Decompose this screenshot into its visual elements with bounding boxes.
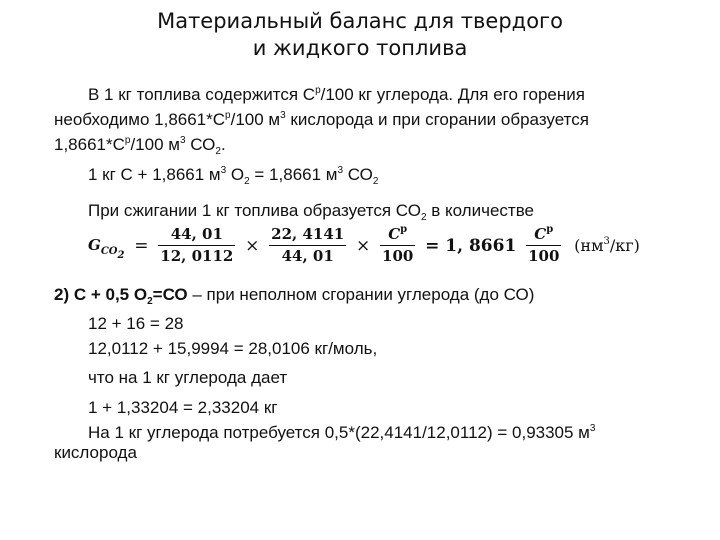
- combustion-line: При сжигании 1 кг топлива образуется $СО_2$ в количестве: [88, 201, 534, 223]
- fraction-4: $\frac{C^р}{100}$: [528, 224, 560, 265]
- section2-heading: 2) С + 0,5 $О_2=СО$ – при неполном сгорании углерода (до СО): [54, 285, 535, 307]
- para1-line3: $1,8661*С^р/100$ $м^3$ $СО_2$.: [54, 135, 226, 157]
- reaction-line: 1 кг С + 1,8661 $м^3$ $О_2 = 1,8661$ $м^3$ $СО_2$: [88, 165, 379, 187]
- fraction-3: $\frac{C^р}{100}$: [382, 224, 414, 265]
- title-line-2: и жидкого топлива: [252, 36, 468, 60]
- slide-title: [0, 8, 720, 62]
- calc-line-3: что на 1 кг углерода дает: [88, 368, 288, 387]
- fraction-2: $\frac{22, 4141}{44, 01}$: [271, 225, 345, 265]
- calc-line-4: 1 + 1,33204 = 2,33204 кг: [88, 398, 278, 417]
- formula-unit: $(нм^3/кг)$: [574, 236, 640, 255]
- calc-line-5: На 1 кг углерода потребуется 0,5*(22,4141/12,0112) = 0,93305 $м^3$: [88, 423, 596, 442]
- para1-line2: необходимо $1,8661*С^р/100$ $м^3$ кислорода и при сгорании образуется: [54, 110, 589, 129]
- title-line-1: Материальный баланс для твердого: [157, 9, 563, 33]
- fraction-1: $\frac{44, 01}{12, 0112}$: [160, 225, 234, 265]
- formula-lhs: $G_{CO_2}$: [88, 235, 125, 261]
- formula: $G_{CO_2}$ = $\frac{44, 01}{12, 0112}$ × $\frac{22, 4141}{44, 01}$ × $\frac{C^р}{100}$ = 1, 8661 $\frac{C^р}{100}$ $(нм^3/кг)$: [88, 224, 640, 265]
- para1-line1: В 1 кг топлива содержится $С^р/100$ кг углерода. Для его горения: [88, 85, 585, 104]
- calc-line-6: кислорода: [54, 443, 137, 462]
- calc-line-1: 12 + 16 = 28: [88, 314, 184, 333]
- calc-line-2: 12,0112 + 15,9994 = 28,0106 кг/моль,: [88, 339, 378, 358]
